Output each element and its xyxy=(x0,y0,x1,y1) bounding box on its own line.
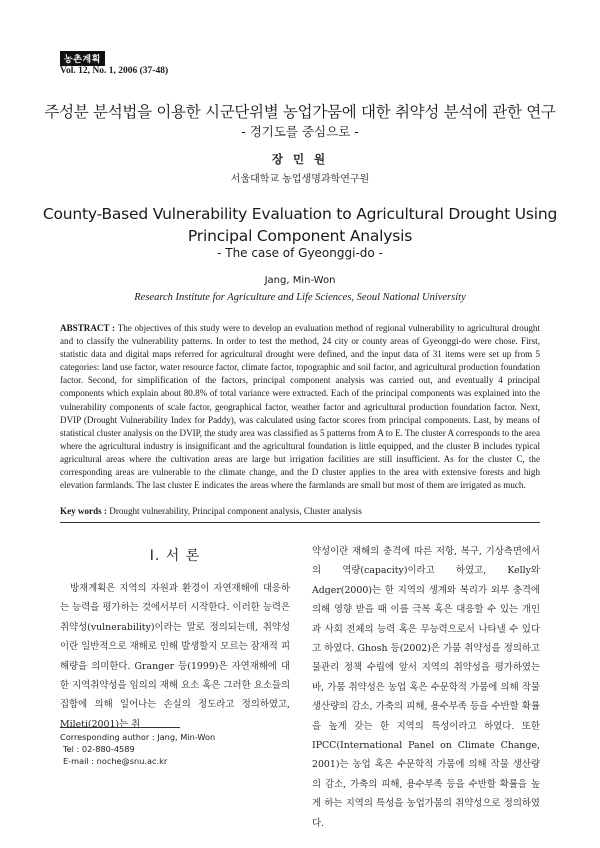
footnote-divider xyxy=(60,727,180,728)
journal-logo: 농촌계획 xyxy=(60,51,105,66)
keywords: Key words : Drought vulnerability, Principal component analysis, Cluster analysis xyxy=(60,506,362,516)
body-paragraph: 약성이란 재해의 충격에 따른 저항, 복구, 기상측면에서의 역량(capacity)이라고 하였고, Kelly와 Adger(2000)는 한 지역의 생계와 복리가 외부 충격에 의해 영향 받을 때 이를 극복 혹은 대응할 수 있는 개인과 사회 전체의 능력 혹은 무능력으로서 나타낼 수 있다고 하였다. Ghosh 등(2002)은 가뭄 취약성을 정의하고 물관리 정책 수립에 앞서 지역의 취약성을 평가하였는바, 가뭄 취약성은 농업 혹은 수문학적 가뭄에 의해 작물 생산량의 감소, 가축의 피해, 용수부족 등을 수반할 확률을 높게 갖는 한 지역의 특성이라고 하였다. 또한 IPCC(International Panel on Climate Change, 2001)는 농업 혹은 수문학적 가뭄에 의해 작물 생산량의 감소, 가축의 피해, 용수부족 등을 수반할 확률을 높게 하는 지역의 특성을 농업가뭄의 취약성으로 정의하였다. xyxy=(312,546,540,829)
body-column-right xyxy=(312,542,540,833)
footnote-tel: Tel : 02-880-4589 xyxy=(63,744,135,754)
section-divider xyxy=(60,522,540,523)
footnote xyxy=(60,731,290,767)
abstract-label: ABSTRACT xyxy=(60,323,110,333)
english-title: County-Based Vulnerability Evaluation to Agricultural Drought Using Principal Component Analysis xyxy=(42,205,558,245)
footnote-email: E-mail : noche@snu.ac.kr xyxy=(63,756,168,766)
body-column-left xyxy=(60,579,290,734)
keywords-label: Key words xyxy=(60,506,102,516)
korean-title: 주성분 분석법을 이용한 시군단위별 농업가뭄에 대한 취약성 분석에 관한 연구 xyxy=(44,103,556,121)
section-heading-introduction: Ⅰ. 서 론 xyxy=(149,548,201,564)
footnote-author: Corresponding author : Jang, Min-Won xyxy=(60,732,216,742)
english-subtitle: - The case of Gyeonggi-do - xyxy=(217,246,383,260)
korean-subtitle: - 경기도를 중심으로 - xyxy=(241,124,359,139)
journal-volume-info: Vol. 12, No. 1, 2006 (37-48) xyxy=(60,66,169,76)
english-author: Jang, Min-Won xyxy=(264,275,336,286)
abstract: ABSTRACT : The objectives of this study were to develop an evaluation method of regional vulnerability to agricultural drought and to classify the vulnerability patterns. In order to test the method, 24 city or county areas of Gyeonggi-do were chose. First, statistic data and digital maps referred for agricultural drought were defined, and the input data of 31 items were set up from 5 categories: land use factor, water resource factor, climate factor, topographic and soil factor, and agricultural production foundation factor. Second, for simplification of the factors, principal component analysis was carried out, and eventually 4 principal components which explain about 80.8% of total variance were extracted. Each of the principal components was explained into the vulnerability components of scale factor, geographical factor, weather factor and agricultural production foundation factor. Next, DVIP (Drought Vulnerability Index for Paddy), was calculated using factor scores from principal components. Last, by means of statistical cluster analysis on the DVIP, the study area was classified as 5 patterns from A to E. The cluster A corresponds to the area where the agricultural industry is insignificant and the agricultural foundation is little equipped, and the cluster B includes typical agricultural areas where the cultivation areas are large but irrigation facilities are still insufficient. As for the cluster C, the corresponding areas are vulnerable to the climate change, and the D cluster applies to the area with extensive forests and high elevation farmlands. The last cluster E indicates the areas where the farmlands are small but most of them are irrigated as much. xyxy=(60,323,540,491)
abstract-text: The objectives of this study were to develop an evaluation method of regional vulnerability to agricultural drought and to classify the vulnerability patterns. In order to test the method, 24 city or county areas of Gyeonggi-do were chose. First, statistic data and digital maps referred for agricultural drought were defined, and the input data of 31 items were set up from 5 categories: land use factor, water resource factor, climate factor, topographic and soil factor, and agricultural production foundation factor. Second, for simplification of the factors, principal component analysis was carried out, and eventually 4 principal components which explain about 80.8% of total variance were extracted. Each of the principal components was explained into the vulnerability components of scale factor, geographical factor, weather factor and agricultural production foundation factor. Next, DVIP (Drought Vulnerability Index for Paddy), was calculated using factor scores from principal components. Last, by means of statistical cluster analysis on the DVIP, the study area was classified as 5 patterns from A to E. The cluster A corresponds to the area where the agricultural industry is insignificant and the agricultural foundation is little equipped, and the cluster B includes typical agricultural areas where the cultivation areas are large but irrigation facilities are still insufficient. As for the cluster C, the corresponding areas are vulnerable to the climate change, and the D cluster applies to the area with extensive forests and high elevation farmlands. The last cluster E indicates the areas where the farmlands are small but most of them are irrigated as much. xyxy=(60,323,540,491)
korean-author: 장 민 원 xyxy=(271,152,329,166)
keywords-text: Drought vulnerability, Principal component analysis, Cluster analysis xyxy=(109,506,362,516)
korean-affiliation: 서울대학교 농업생명과학연구원 xyxy=(230,174,370,185)
body-paragraph: 방재계획은 지역의 자원과 환경이 자연재해에 대응하는 능력을 평가하는 것에서부터 시작한다. 이러한 능력은 취약성(vulnerability)이라는 말로 정의되는데, 취약성이란 일반적으로 재해로 인해 발생할지 모르는 잠재적 피해량을 의미한다. Granger 등(1999)은 자연재해에 대한 지역취약성을 임의의 재해 요소 혹은 그러한 요소들의 집합에 의해 일어나는 손실의 정도라고 정의하였고, Mileti(2001)는 취 xyxy=(60,583,290,730)
english-affiliation: Research Institute for Agriculture and Life Sciences, Seoul National University xyxy=(134,292,466,303)
